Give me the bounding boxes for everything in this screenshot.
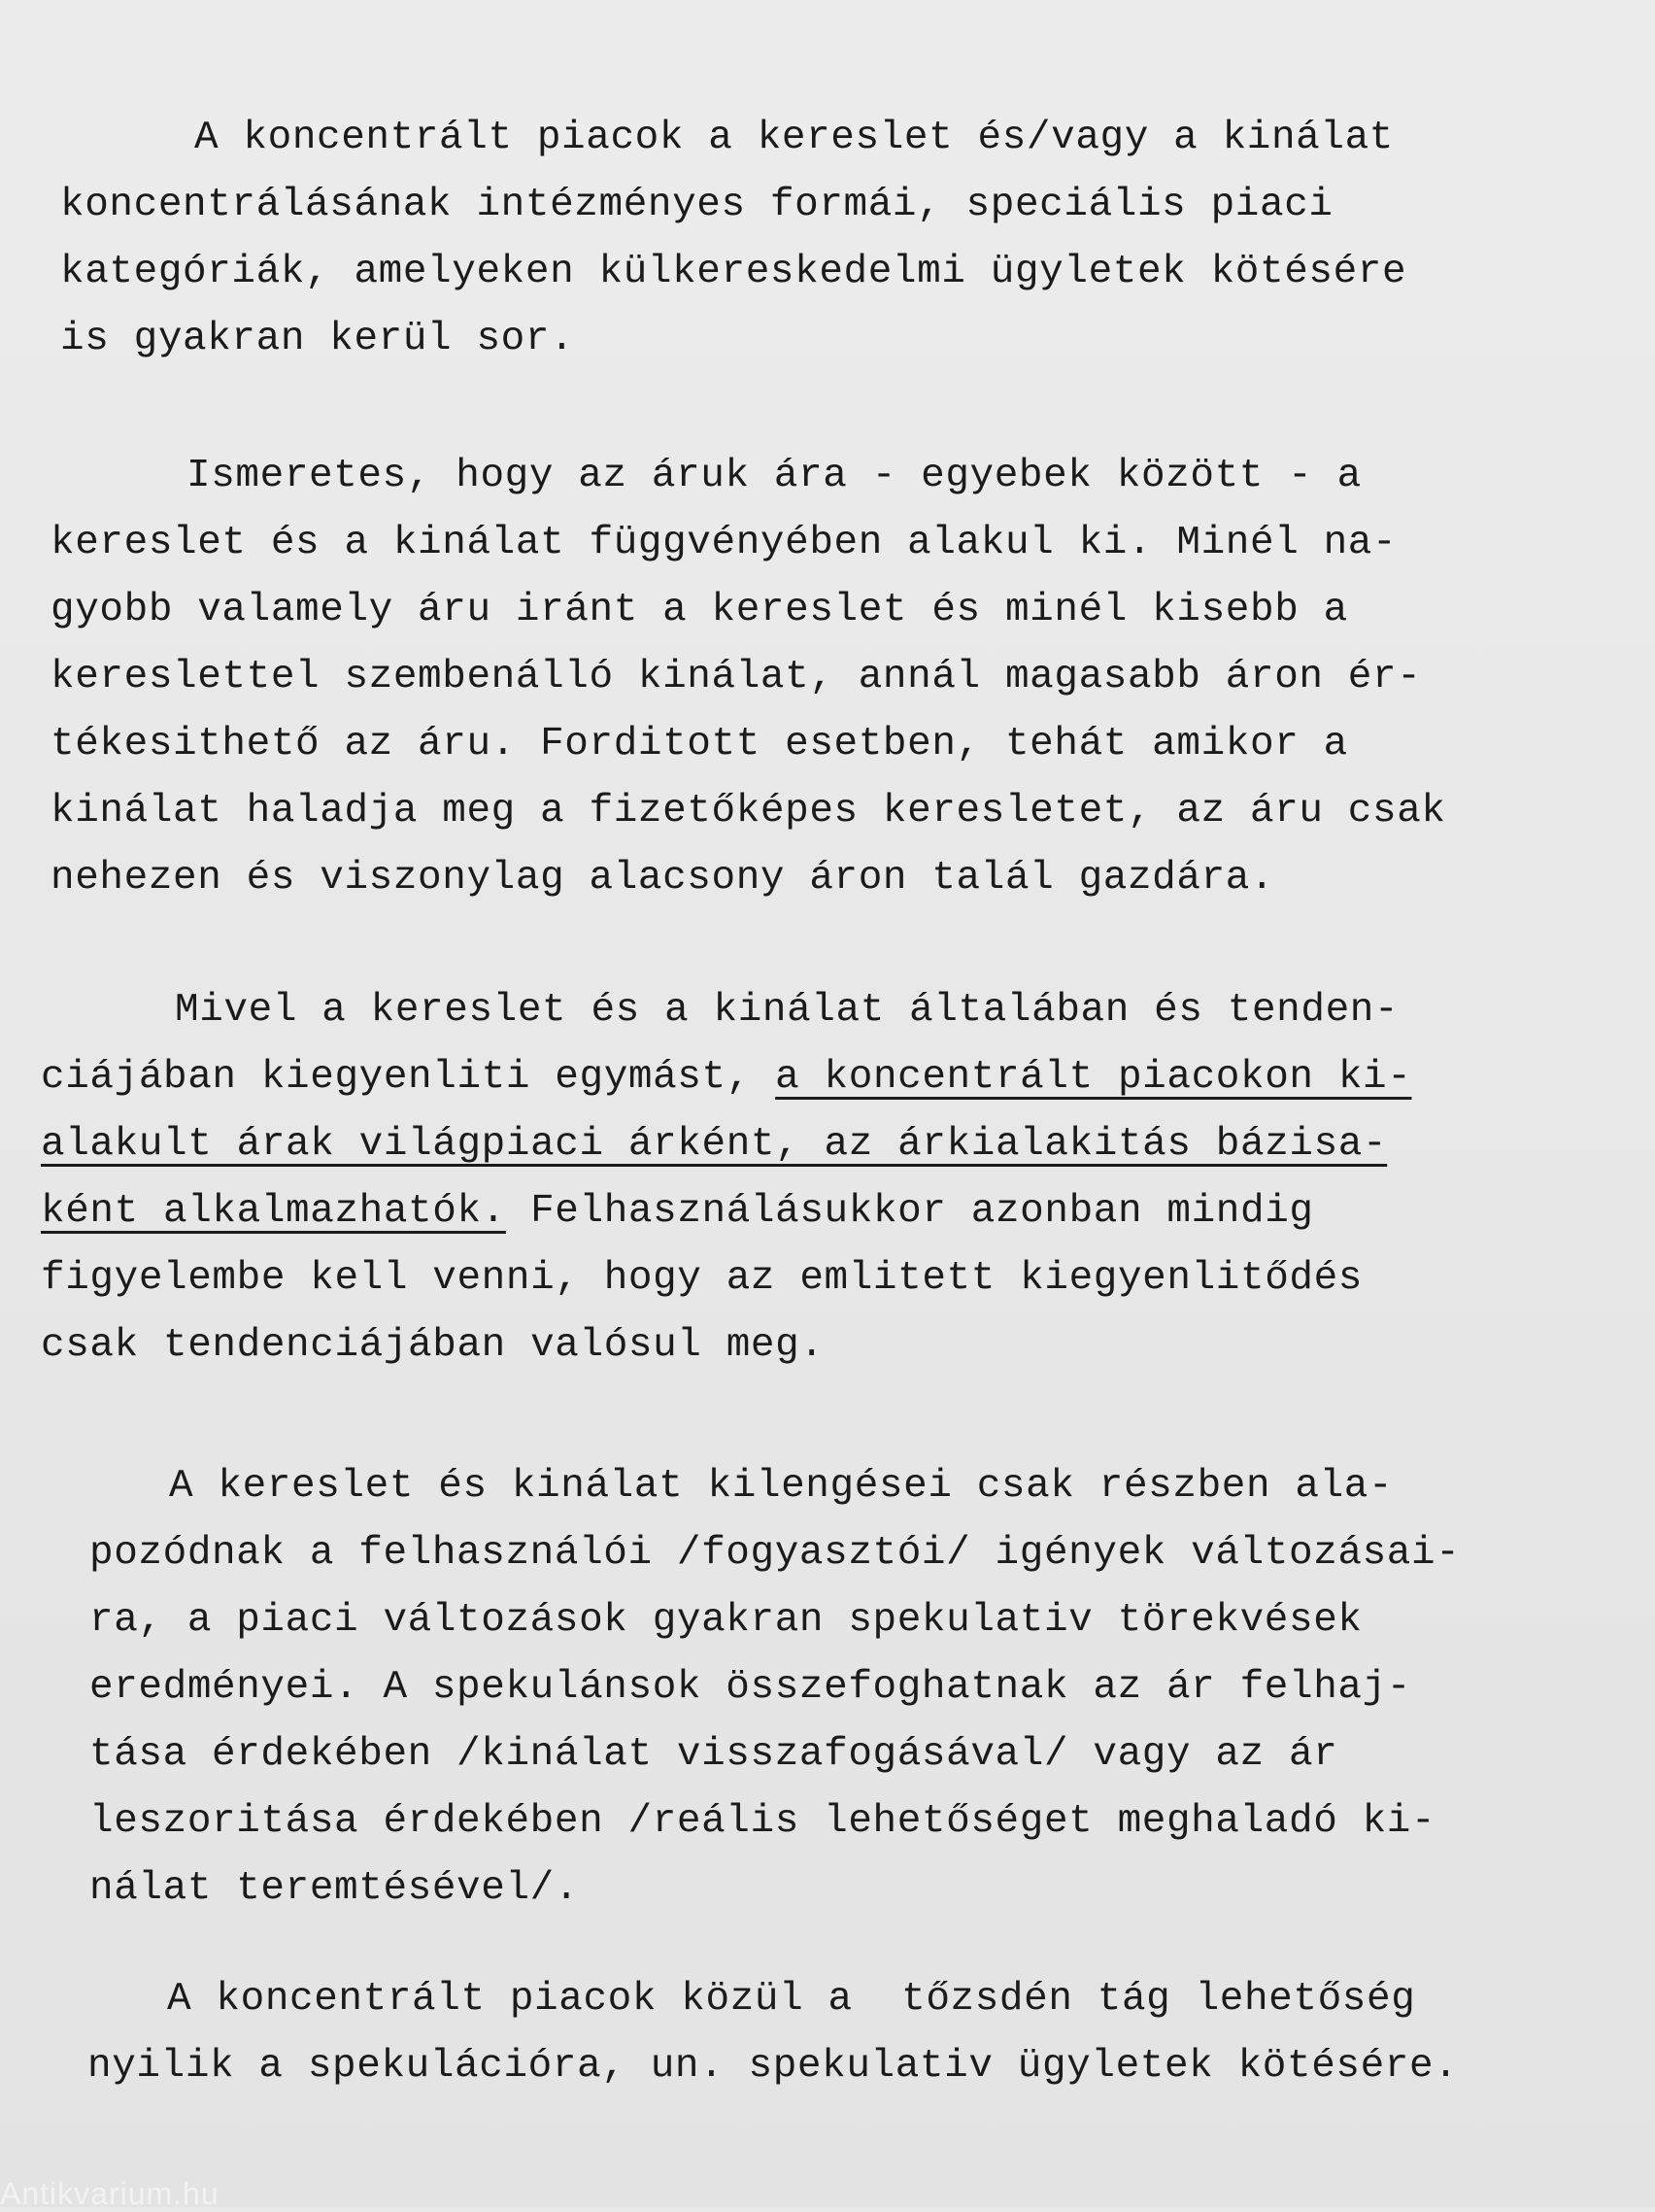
text-segment: Felhasználásukkor azonban mindig: [505, 1189, 1314, 1234]
watermark: Antikvarium.hu: [0, 2176, 220, 2211]
underlined-text: ként alkalmazhatók.: [41, 1189, 506, 1234]
text-line: kereslettel szembenálló kinálat, annál magasabb áron ér-: [51, 655, 1422, 699]
text-line: A koncentrált piacok a kereslet és/vagy a kinálat: [194, 116, 1394, 160]
text-line: leszoritása érdekében /reális lehetőséget meghaladó ki-: [89, 1799, 1436, 1844]
text-line: kinálat haladja meg a fizetőképes keresletet, az áru csak: [51, 789, 1446, 834]
text-line: nehezen és viszonylag alacsony áron talál gazdára.: [51, 856, 1275, 901]
text-line: A koncentrált piacok közül a tőzsdén tág lehetőség: [167, 1977, 1416, 2022]
text-line: [41, 1111, 1411, 1178]
text-line: csak tendenciájában valósul meg.: [41, 1323, 825, 1368]
text-line: is gyakran kerül sor.: [60, 317, 575, 361]
text-line: koncentrálásának intézményes formái, speciális piaci: [60, 183, 1334, 227]
text-line: tékesithető az áru. Forditott esetben, tehát amikor a: [51, 722, 1348, 766]
underlined-text: a koncentrált piacokon ki-: [775, 1055, 1412, 1100]
paragraph-5: [87, 1966, 1458, 2100]
paragraph-3: [41, 977, 1411, 1379]
text-line: [41, 1178, 1411, 1245]
text-line: tása érdekében /kinálat visszafogásával/ vagy az ár: [89, 1732, 1338, 1777]
text-line: nálat teremtésével/.: [89, 1866, 580, 1911]
text-segment: ciájában kiegyenliti egymást,: [41, 1055, 776, 1100]
text-line: figyelembe kell venni, hogy az emlitett kiegyenlitődés: [41, 1256, 1364, 1301]
text-line: pozódnak a felhasználói /fogyasztói/ igények változásai-: [89, 1531, 1461, 1576]
text-line: kereslet és a kinálat függvényében alakul ki. Minél na-: [51, 521, 1398, 565]
text-line: [41, 1044, 1411, 1111]
text-line: Mivel a kereslet és a kinálat általában és tenden-: [175, 988, 1400, 1033]
underlined-text: alakult árak világpiaci árként, az árkialakitás bázisa-: [41, 1122, 1388, 1167]
text-line: Ismeretes, hogy az áruk ára - egyebek között - a: [186, 454, 1362, 498]
paragraph-4: [89, 1453, 1460, 1923]
text-line: gyobb valamely áru iránt a kereslet és minél kisebb a: [51, 588, 1348, 632]
text-line: ra, a piaci változások gyakran spekulativ törekvések: [89, 1598, 1363, 1643]
text-line: kategóriák, amelyeken külkereskedelmi ügyletek kötésére: [60, 250, 1407, 294]
paragraph-2: [51, 443, 1446, 912]
paragraph-1: [60, 105, 1406, 373]
text-line: nyilik a spekulációra, un. spekulativ ügyletek kötésére.: [87, 2044, 1459, 2089]
text-line: A kereslet és kinálat kilengései csak részben ala-: [169, 1464, 1394, 1509]
text-line: eredményei. A spekulánsok összefoghatnak az ár felhaj-: [89, 1665, 1412, 1710]
